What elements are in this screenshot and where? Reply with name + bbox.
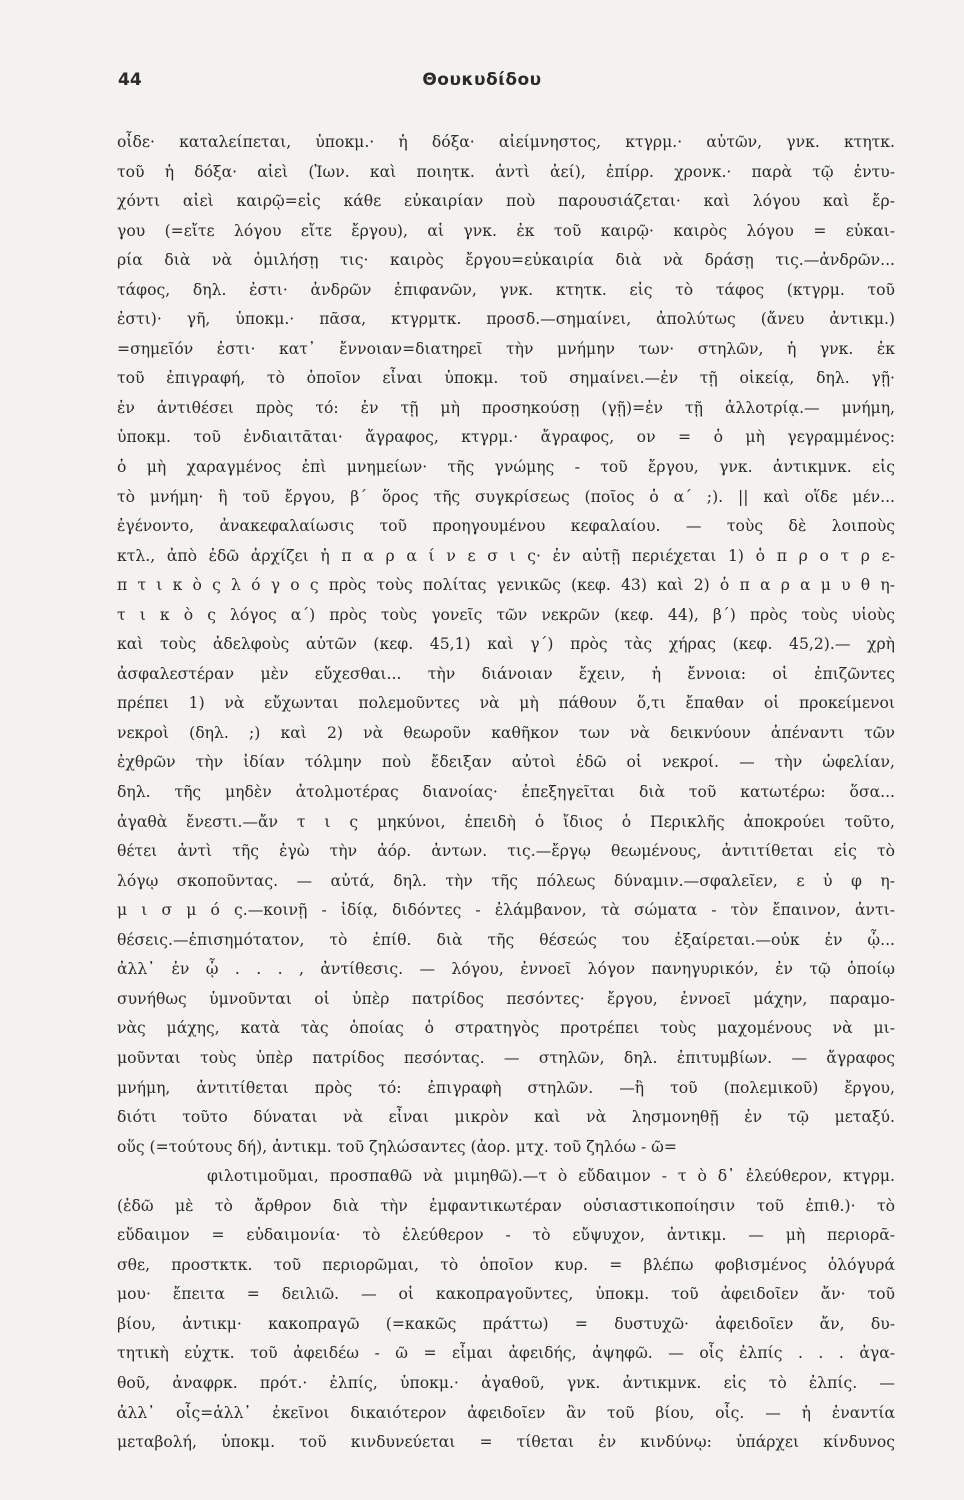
text-line: οὕς (=τούτους δή), ἀντικμ. τοῦ ζηλώσαντες (ἀορ. μτχ. τοῦ ζηλόω - ῶ= (117, 1137, 677, 1156)
text-line: τὸ μνήμη· ἢ τοῦ ἔργου, β΄ ὅρος τῆς συγκρίσεως (ποῖος ὁ α΄ ;). || καὶ οἵδε μέν... (117, 487, 895, 506)
text-line: φιλοτιμοῦμαι, προσπαθῶ νὰ μιμηθῶ).—τ ὸ εὔδαιμον - τ ὸ δ᾽ ἐλεύθερον, κτγρμ. (207, 1167, 895, 1186)
text-line: θέσεις.—ἐπισημότατον, τὸ ἐπίθ. διὰ τῆς θέσεώς του ἐξαίρεται.—οὐκ ἐν ᾧ... (117, 930, 895, 949)
text-line: νὰς μάχης, κατὰ τὰς ὁποίας ὁ στρατηγὸς προτρέπει τοὺς μαχομένους νὰ μι- (117, 1019, 895, 1038)
text-line: μνήμη, ἀντιτίθεται πρὸς τό: ἐπιγραφὴ στηλῶν. —ἢ τοῦ (πολεμικοῦ) ἔργου, (117, 1078, 895, 1097)
text-line: ἀγαθὰ ἔνεστι.—ἄν τ ι ς μηκύνοι, ἐπειδὴ ὁ ἴδιος ὁ Περικλῆς ἀποκρούει τοῦτο, (117, 812, 895, 831)
text-line: ἀλλ᾽ οἷς=ἀλλ᾽ ἐκεῖνοι δικαιότερον ἀφειδοῖεν ἂν τοῦ βίου, οἷς. — ἡ ἐναντία (117, 1403, 895, 1422)
text-line: θέτει ἀντὶ τῆς ἐγὼ τὴν ἀόρ. ἀντων. τις.—ἔργῳ θεωμένους, ἀντιτίθεται εἰς τὸ (117, 842, 895, 861)
text-line: νεκροὶ (δηλ. ;) καὶ 2) νὰ θεωροῦν καθῆκον των νὰ δεικνύουν ἀπέναντι τῶν (117, 723, 895, 742)
text-line: ἀσφαλεστέραν μὲν εὔχεσθαι... τὴν διάνοιαν ἔχειν, ἡ ἔννοια: οἱ ἐπιζῶντες (117, 664, 895, 683)
text-line: τοῦ ἐπιγραφή, τὸ ὁποῖον εἶναι ὑποκμ. τοῦ σημαίνει.—ἐν τῇ οἰκείᾳ, δηλ. γῇ· (117, 369, 895, 388)
text-line: δηλ. τῆς μηδὲν ἀτολμοτέρας διανοίας· ἐπεξηγεῖται διὰ τοῦ κατωτέρω: ὅσα... (117, 783, 895, 802)
text-line: π τ ι κ ὸ ς λ ό γ ο ς πρὸς τοὺς πολίτας γενικῶς (κεφ. 43) καὶ 2) ὁ π α ρ α μ υ θ η- (117, 576, 895, 595)
text-line: ἐν ἀντιθέσει πρὸς τό: ἐν τῇ μὴ προσηκούσῃ (γῇ)=ἐν τῇ ἀλλοτρίᾳ.— μνήμη, (117, 398, 895, 417)
text-line: τοῦ ἡ δόξα· αἰεὶ (Ἰων. καὶ ποιητκ. ἀντὶ ἀεί), ἐπίρρ. χρονκ.· παρὰ τῷ ἐντυ- (117, 162, 895, 181)
text-line: καὶ τοὺς ἀδελφοὺς αὐτῶν (κεφ. 45,1) καὶ γ΄) πρὸς τὰς χήρας (κεφ. 45,2).— χρὴ (117, 635, 895, 654)
text-line: ρία διὰ νὰ ὁμιλήσῃ τις· καιρὸς ἔργου=εὐκαιρία διὰ νὰ δράσῃ τις.—ἀνδρῶν... (117, 251, 895, 270)
page-number: 44 (118, 70, 142, 90)
text-line: χόντι αἰεὶ καιρῷ=εἰς κάθε εὐκαιρίαν ποὺ παρουσιάζεται· καὶ λόγου καὶ ἔρ- (117, 192, 895, 211)
text-line: ἐγένοντο, ἀνακεφαλαίωσις τοῦ προηγουμένου κεφαλαίου. — τοὺς δὲ λοιποὺς (117, 517, 895, 536)
commentary-text (117, 128, 895, 1458)
text-line: ἀλλ᾽ ἐν ᾧ . . . , ἀντίθεσις. — λόγου, ἐννοεῖ λόγον πανηγυρικόν, ἐν τῷ ὁποίῳ (117, 960, 895, 979)
text-line: μεταβολή, ὑποκμ. τοῦ κινδυνεύεται = τίθεται ἐν κινδύνῳ: ὑπάρχει κίνδυνος (117, 1433, 895, 1452)
page-header (118, 70, 846, 100)
text-line: τ ι κ ὸ ς λόγος α΄) πρὸς τοὺς γονεῖς τῶν νεκρῶν (κεφ. 44), β΄) πρὸς τοὺς υἱοὺς (117, 605, 895, 624)
text-line: οἶδε· καταλείπεται, ὑποκμ.· ἡ δόξα· αἰείμνηστος, κτγρμ.· αὐτῶν, γνκ. κτητκ. (117, 133, 895, 151)
text-line: μ ι σ μ ό ς.—κοινῇ - ἰδίᾳ, διδόντες - ἐλάμβανον, τὰ σώματα - τὸν ἔπαινον, ἀντι- (117, 901, 895, 920)
text-line: πρέπει 1) νὰ εὔχωνται πολεμοῦντες νὰ μὴ πάθουν ὅ,τι ἔπαθαν οἱ προκείμενοι (117, 694, 895, 713)
text-line: γου (=εἴτε λόγου εἴτε ἔργου), αἱ γνκ. ἐκ τοῦ καιρῷ· καιρὸς λόγου = εὐκαι- (117, 221, 895, 240)
text-line: διότι τοῦτο δύναται νὰ εἶναι μικρὸν καὶ νὰ λησμονηθῇ ἐν τῷ μεταξύ. (117, 1108, 895, 1127)
text-line: κτλ., ἀπὸ ἐδῶ ἀρχίζει ἡ π α ρ α ί ν ε σ ι ς· ἐν αὐτῇ περιέχεται 1) ὁ π ρ ο τ ρ ε- (117, 546, 895, 565)
text-line: εὔδαιμον = εὐδαιμονία· τὸ ἐλεύθερον - τὸ εὔψυχον, ἀντικμ. — μὴ περιορᾶ- (117, 1226, 895, 1245)
running-title: Θουκυδίδου (422, 70, 542, 90)
text-line: θοῦ, ἀναφρκ. πρότ.· ἐλπίς, ὑποκμ.· ἀγαθοῦ, γνκ. ἀντικμνκ. εἰς τὸ ἐλπίς. — (117, 1373, 895, 1392)
text-line: μου· ἔπειτα = δειλιῶ. — οἱ κακοπραγοῦντες, ὑποκμ. τοῦ ἀφειδοῖεν ἄν· τοῦ (117, 1285, 895, 1304)
text-line: ὁ μὴ χαραγμένος ἐπὶ μνημείων· τῆς γνώμης - τοῦ ἔργου, γνκ. ἀντικμνκ. εἰς (117, 458, 895, 477)
text-line: ὑποκμ. τοῦ ἐνδιαιτᾶται· ἄγραφος, κτγρμ.· ἄγραφος, ον = ὁ μὴ γεγραμμένος: (117, 428, 895, 447)
text-line: μοῦνται τοὺς ὑπὲρ πατρίδος πεσόντας. — στηλῶν, δηλ. ἐπιτυμβίων. — ἄγραφος (117, 1048, 895, 1067)
text-line: τητικὴ εὐχτκ. τοῦ ἀφειδέω - ῶ = εἶμαι ἀφειδής, ἀψηφῶ. — οἷς ἐλπίς . . . ἀγα- (117, 1344, 895, 1363)
text-line: ἐχθρῶν τὴν ἰδίαν τόλμην ποὺ ἔδειξαν αὐτοὶ ἐδῶ οἱ νεκροί. — τὴν ὠφελίαν, (117, 753, 895, 772)
text-line: =σημεῖόν ἐστι· κατ᾽ ἔννοιαν=διατηρεῖ τὴν μνήμην των· στηλῶν, ἡ γνκ. ἐκ (117, 339, 895, 358)
text-line: (ἐδῶ μὲ τὸ ἄρθρον διὰ τὴν ἐμφαντικωτέραν οὐσιαστικοποίησιν τοῦ ἐπιθ.)· τὸ (117, 1196, 895, 1215)
text-line: συνήθως ὑμνοῦνται οἱ ὑπὲρ πατρίδος πεσόντες· ἔργου, ἐννοεῖ μάχην, παραμο- (117, 989, 895, 1008)
text-line: τάφος, δηλ. ἐστι· ἀνδρῶν ἐπιφανῶν, γνκ. κτητκ. εἰς τὸ τάφος (κτγρμ. τοῦ (117, 280, 895, 299)
text-line: βίου, ἀντικμ· κακοπραγῶ (=κακῶς πράττω) = δυστυχῶ· ἀφειδοῖεν ἄν, δυ- (117, 1314, 895, 1333)
text-line: ἐστι)· γῆ, ὑποκμ.· πᾶσα, κτγρμτκ. προσδ.—σημαίνει, ἀπολύτως (ἄνευ ἀντικμ.) (117, 310, 895, 329)
text-line: λόγῳ σκοποῦντας. — αὐτά, δηλ. τὴν τῆς πόλεως δύναμιν.—σφαλεῖεν, ε ὐ φ η- (117, 871, 895, 890)
text-line: σθε, προστκτκ. τοῦ περιορῶμαι, τὸ ὁποῖον κυρ. = βλέπω φοβισμένος ὁλόγυρά (117, 1255, 895, 1274)
